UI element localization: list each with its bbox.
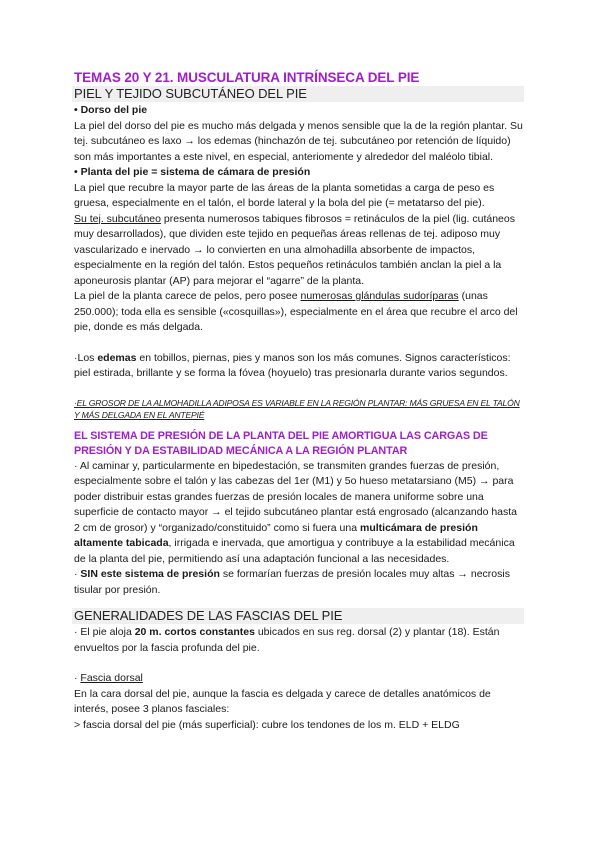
glandulas-underlined: numerosas glándulas sudoríparas: [300, 290, 459, 302]
presion-p1-start: · Al caminar y, particularmente en bipedestación, se transmiten grandes fuerzas de presión, especialmente sobre el talón y las cabezas del 1er (M1) y 5o hueso metatarsiano (M5) → para poder distribuir estas grandes fuerzas de presión locales de manera uniforme sobre una superficie de contacto mayor → el tejido subcutáneo plantar está engrosado (alcanzando hasta 2 cm de grosor) y “organizado/constituido” como si fuera una: [74, 459, 518, 534]
fascias-p1-end: ubicados en sus reg. dorsal (2) y plantar (18). Están envueltos por la fascia profunda del pie.: [74, 626, 500, 654]
planta-heading: • Planta del pie = sistema de cámara de presión: [74, 166, 311, 178]
spacer: [74, 336, 524, 351]
fascia-dorsal-bullet: ·: [74, 672, 81, 684]
spacer: [74, 382, 524, 397]
section-heading-fascias: GENERALIDADES DE LAS FASCIAS DEL PIE: [72, 608, 524, 624]
section-heading-piel: PIEL Y TEJIDO SUBCUTÁNEO DEL PIE: [72, 86, 524, 102]
presion-p1-bold: multicámara de presión altamente tabicada: [74, 521, 478, 549]
fascias-p1-bold: 20 m. cortos constantes: [134, 626, 255, 638]
fascia-dorsal-heading: [74, 671, 524, 687]
fascia-dorsal-underlined: Fascia dorsal: [80, 672, 143, 684]
presion-p2-bold: SIN este sistema de presión: [80, 568, 220, 580]
spacer: [74, 656, 524, 671]
presion-paragraph-2: [74, 567, 524, 598]
section-heading-sistema-presion: EL SISTEMA DE PRESIÓN DE LA PLANTA DEL PIE AMORTIGUA LAS CARGAS DE PRESIÓN Y DA ESTABILIDAD MECÁNICA A LA REGIÓN PLANTAR: [74, 429, 488, 457]
document-page: [74, 70, 524, 733]
spacer: [74, 598, 524, 606]
fascias-paragraph-1: [74, 625, 524, 656]
presion-p2-bullet: ·: [74, 568, 81, 580]
fascia-dorsal-item: > fascia dorsal del pie (más superficial): cubre los tendones de los m. ELD + ELDG: [74, 718, 460, 731]
edemas-bold: edemas: [97, 351, 137, 364]
fascias-p1-start: · El pie aloja: [74, 626, 135, 638]
edemas-paragraph: [74, 351, 524, 382]
planta-paragraph-2-text: presenta numerosos tabiques fibrosos = retináculos de la piel (lig. cutáneos muy desarrollados), que dividen este tejido en pequeñas áreas rellenas de tej. adiposo muy vascularizado e inervado → lo convierten en una almohadilla absorbente de impactos, especialmente en la región del talón. Estos pequeños retináculos también anclan la piel a la aponeurosis plantar (AP) para mejorar el “agarre” de la planta.: [74, 212, 515, 287]
planta-paragraph-3-end: (unas 250.000); toda ella es sensible («cosquillas»), especialmente en el área que recubre el arco del pie, donde es más delgada.: [74, 290, 518, 333]
dorso-heading: • Dorso del pie: [74, 104, 148, 116]
edemas-text: en tobillos, piernas, pies y manos son los más comunes. Signos característicos: piel estirada, brillante y se forma la fóvea (hoyuelo) tras presionarla durante varios segundos.: [74, 351, 511, 379]
presion-p1-end: , irrigada e inervada, que amortigua y contribuye a la estabilidad mecánica de la planta del pie, permitiendo así una adaptación funcional a las necesidades.: [74, 537, 515, 565]
presion-paragraph-1: [74, 459, 524, 568]
presion-p2-end: se formarían fuerzas de presión locales muy altas → necrosis tisular por presión.: [74, 568, 510, 596]
planta-paragraph-1: La piel que recubre la mayor parte de las áreas de la planta sometidas a carga de peso es gruesa, especialmente en el talón, el borde lateral y la bola del pie (= metatarso del pie).: [74, 181, 495, 209]
grosor-note: ·EL GROSOR DE LA ALMOHADILLA ADIPOSA ES VARIABLE EN LA REGIÓN PLANTAR: MÁS GRUESA EN EL TALÓN Y MÁS DELGADA EN EL ANTEPIÉ: [74, 397, 520, 420]
spacer: [74, 421, 524, 429]
dorso-paragraph: La piel del dorso del pie es mucho más delgada y menos sensible que la de la región plantar. Su tej. subcutáneo es laxo → los edemas (hinchazón de tej. subcutáneo por retención de líquido) son más importantes a este nivel, en especial, anteriomente y alrededor del maléolo tibial.: [74, 119, 523, 163]
fascia-dorsal-paragraph: En la cara dorsal del pie, aunque la fascia es delgada y carece de detalles anatómicos de interés, posee 3 planos fasciales:: [74, 687, 491, 715]
edemas-lead: ·Los: [74, 351, 98, 364]
planta-paragraph-3: [74, 289, 524, 336]
planta-paragraph-2: [74, 212, 524, 290]
planta-paragraph-3-start: La piel de la planta carece de pelos, pero posee: [74, 290, 301, 302]
document-title: TEMAS 20 Y 21. MUSCULATURA INTRÍNSECA DEL PIE: [74, 70, 420, 85]
subcutaneo-underlined: Su tej. subcutáneo: [74, 212, 161, 225]
